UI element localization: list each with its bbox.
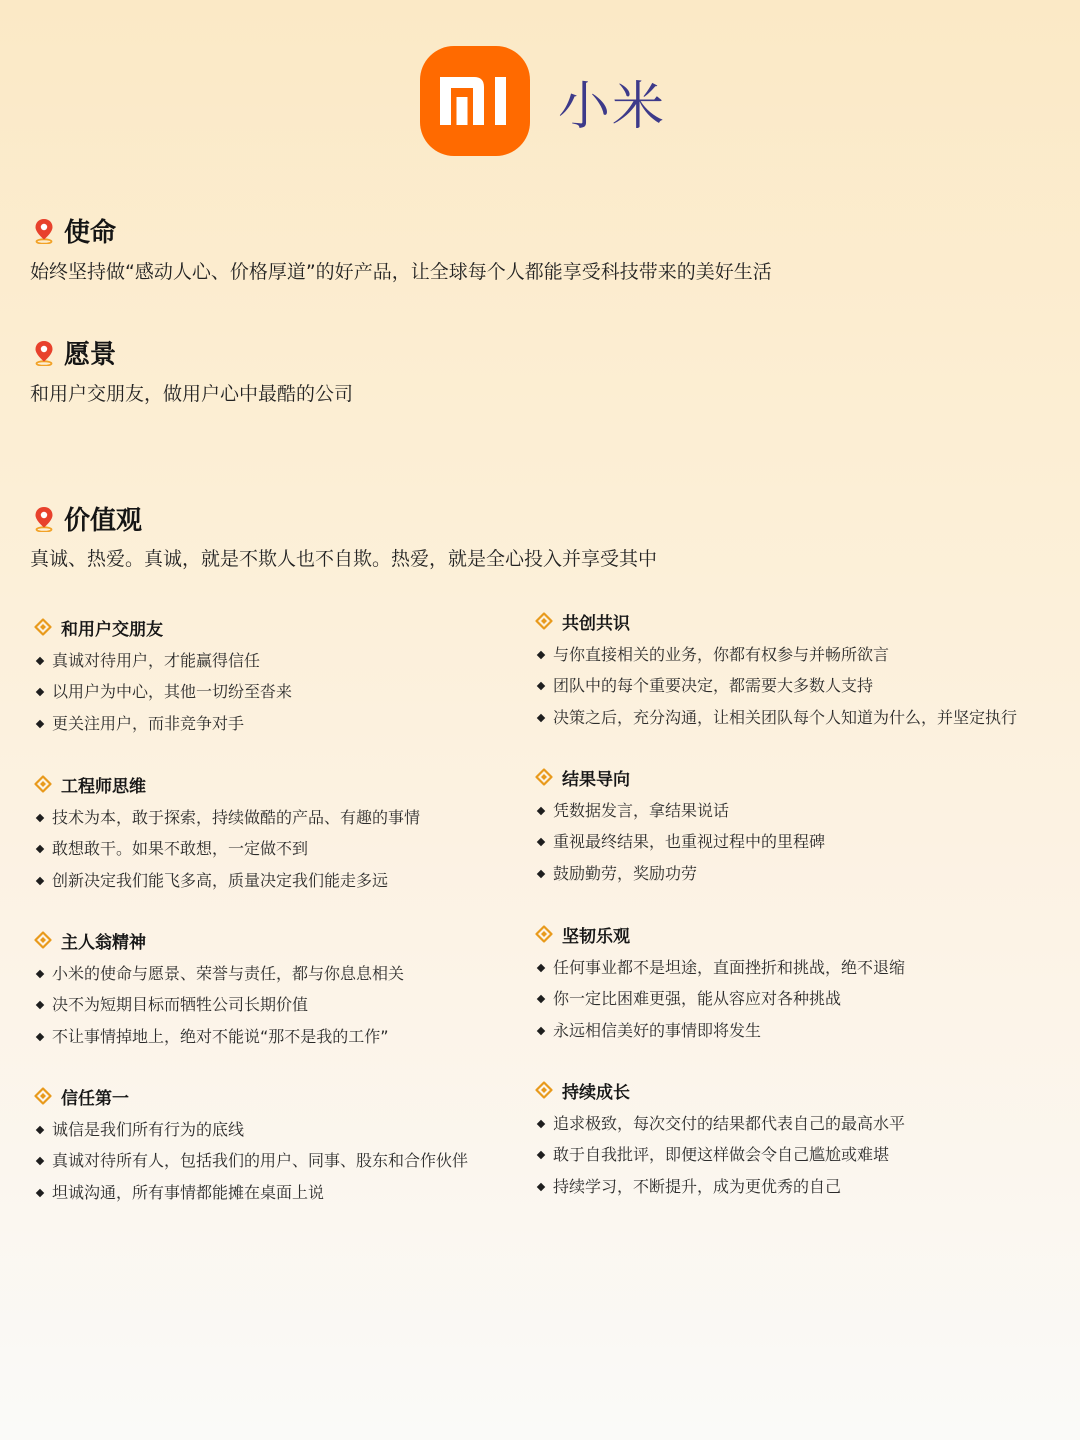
list-item: 凭数据发言，拿结果说话 (535, 795, 1065, 826)
list-item: 鼓励勤劳，奖励功劳 (535, 858, 1065, 889)
values-title: 价值观 (64, 506, 143, 536)
list-item: 敢想敢干。如果不敢想，一定做不到 (34, 833, 564, 864)
value-card (34, 614, 564, 739)
diamond-icon (535, 1081, 553, 1099)
values-heading (34, 500, 142, 537)
list-item: 永远相信美好的事情即将发生 (535, 1015, 1065, 1046)
list-item: 追求极致，每次交付的结果都代表自己的最高水平 (535, 1108, 1065, 1139)
list-item: 重视最终结果，也重视过程中的里程碑 (535, 826, 1065, 857)
list-item: 更关注用户，而非竞争对手 (34, 708, 564, 739)
list-item: 创新决定我们能飞多高，质量决定我们能走多远 (34, 865, 564, 896)
vision-text: 和用户交朋友，做用户心中最酷的公司 (30, 383, 354, 405)
value-card-title: 共创共识 (562, 613, 630, 634)
value-card-title: 持续成长 (562, 1082, 630, 1103)
diamond-icon (535, 925, 553, 943)
list-item: 团队中的每个重要决定，都需要大多数人支持 (535, 670, 1065, 701)
diamond-icon (34, 931, 52, 949)
list-item: 持续学习，不断提升，成为更优秀的自己 (535, 1171, 1065, 1202)
value-card (34, 927, 564, 1052)
diamond-icon (34, 1087, 52, 1105)
value-card-title: 信任第一 (61, 1088, 129, 1109)
list-item: 真诚对待所有人，包括我们的用户、同事、股东和合作伙伴 (34, 1145, 564, 1176)
list-item: 技术为本，敢于探索，持续做酷的产品、有趣的事情 (34, 802, 564, 833)
value-card-title: 和用户交朋友 (61, 619, 163, 640)
diamond-icon (34, 775, 52, 793)
diamond-icon (535, 768, 553, 786)
xiaomi-logo-icon (420, 46, 530, 156)
value-card (535, 764, 1065, 889)
value-card (34, 771, 564, 896)
list-item: 任何事业都不是坦途，直面挫折和挑战，绝不退缩 (535, 952, 1065, 983)
list-item: 你一定比困难更强，能从容应对各种挑战 (535, 983, 1065, 1014)
list-item: 决不为短期目标而牺牲公司长期价值 (34, 989, 564, 1020)
value-card (535, 1077, 1065, 1202)
value-card-title: 工程师思维 (61, 776, 146, 797)
mission-text: 始终坚持做“感动人心、价格厚道”的好产品，让全球每个人都能享受科技带来的美好生活 (30, 261, 772, 283)
value-card-title: 主人翁精神 (61, 932, 146, 953)
list-item: 小米的使命与愿景、荣誉与责任，都与你息息相关 (34, 958, 564, 989)
location-pin-icon (34, 218, 54, 244)
list-item: 坦诚沟通，所有事情都能摊在桌面上说 (34, 1177, 564, 1208)
value-card (535, 921, 1065, 1046)
vision-title: 愿景 (64, 340, 117, 370)
list-item: 以用户为中心，其他一切纷至沓来 (34, 676, 564, 707)
value-card (535, 608, 1065, 733)
diamond-icon (535, 612, 553, 630)
list-item: 真诚对待用户，才能赢得信任 (34, 645, 564, 676)
list-item: 不让事情掉地上，绝对不能说“那不是我的工作” (34, 1021, 564, 1052)
values-text: 真诚、热爱。真诚，就是不欺人也不自欺。热爱，就是全心投入并享受其中 (30, 548, 658, 570)
brand-name: 小米 (558, 76, 667, 137)
list-item: 敢于自我批评，即便这样做会令自己尴尬或难堪 (535, 1139, 1065, 1170)
mission-heading (34, 212, 116, 249)
location-pin-icon (34, 340, 54, 366)
value-card-title: 结果导向 (562, 769, 630, 790)
value-card (34, 1083, 564, 1208)
list-item: 与你直接相关的业务，你都有权参与并畅所欲言 (535, 639, 1065, 670)
mission-title: 使命 (64, 218, 117, 248)
list-item: 诚信是我们所有行为的底线 (34, 1114, 564, 1145)
vision-heading (34, 334, 116, 371)
location-pin-icon (34, 506, 54, 532)
brand-header (420, 46, 666, 156)
diamond-icon (34, 618, 52, 636)
list-item: 决策之后，充分沟通，让相关团队每个人知道为什么，并坚定执行 (535, 702, 1065, 733)
value-card-title: 坚韧乐观 (562, 926, 630, 947)
